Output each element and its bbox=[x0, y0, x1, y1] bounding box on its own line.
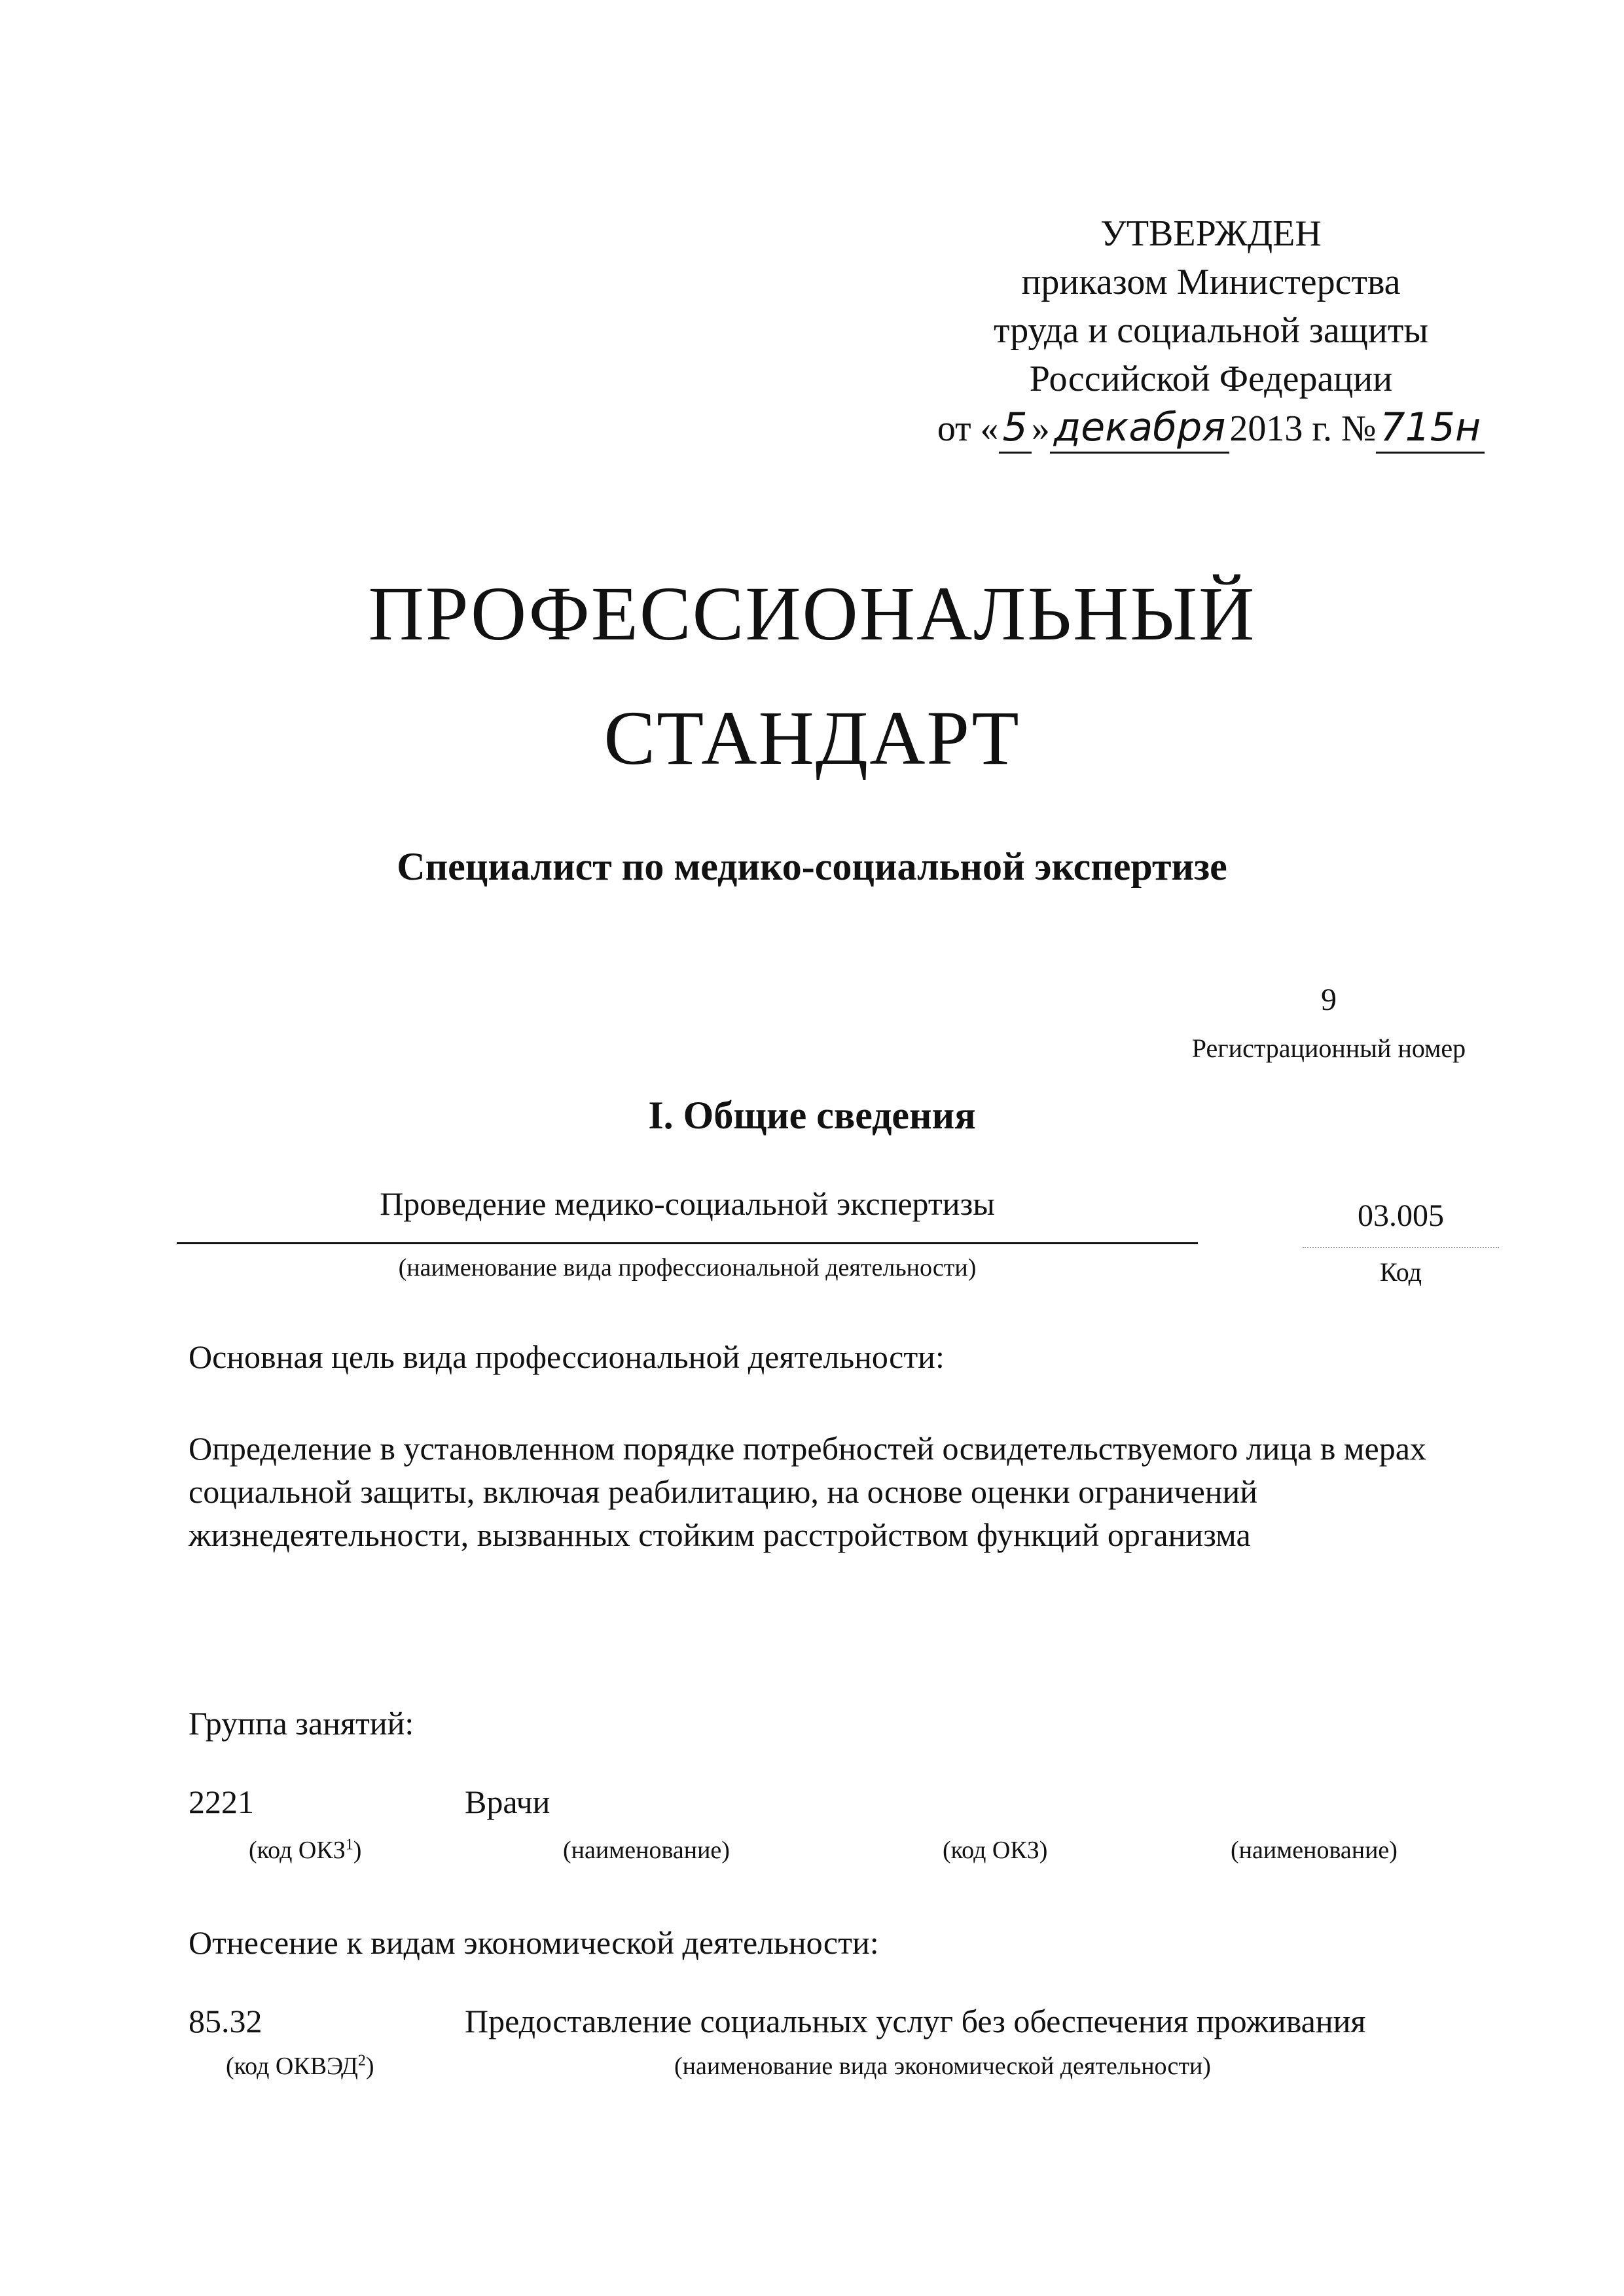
okved-name-caption: (наименование вида экономической деятельности) bbox=[674, 2053, 1211, 2080]
footnote-ref-1: 1 bbox=[345, 1836, 353, 1854]
registration-number: 9 bbox=[1321, 982, 1337, 1017]
approval-block bbox=[851, 209, 1571, 454]
okz-name: Врачи bbox=[465, 1784, 550, 1820]
okz-code-caption-2: (код ОКЗ) bbox=[943, 1837, 1048, 1864]
date-prefix: от « bbox=[937, 408, 999, 449]
okved-name: Предоставление социальных услуг без обеспечения проживания bbox=[465, 2003, 1366, 2039]
occupation-group-label: Группа занятий: bbox=[189, 1705, 414, 1742]
okved-code: 85.32 bbox=[189, 2003, 262, 2039]
activity-code-underline bbox=[1303, 1247, 1499, 1248]
handwritten-month: декабря bbox=[1050, 403, 1230, 454]
okved-code-caption-end: ) bbox=[365, 2053, 374, 2080]
purpose-label: Основная цель вида профессиональной деятельности: bbox=[189, 1338, 945, 1375]
approval-line-ministry: труда и социальной защиты bbox=[994, 310, 1428, 351]
activity-code-caption: Код bbox=[1380, 1257, 1422, 1287]
purpose-text: Определение в установленном порядке потребностей освидетельствуемого лица в мерах социальной защиты, включая реабилитацию, на основе оценки ограничений жизнедеятельности, вызванных стойким расстройством функций организма bbox=[189, 1430, 1426, 1553]
okz-name-caption-2: (наименование) bbox=[1231, 1837, 1398, 1864]
okz-name-caption: (наименование) bbox=[563, 1837, 730, 1864]
handwritten-day: 5 bbox=[999, 403, 1032, 454]
approval-date-line bbox=[851, 403, 1571, 454]
approval-line-federation: Российской Федерации bbox=[1029, 359, 1393, 399]
activity-underline bbox=[177, 1242, 1198, 1244]
date-mid: » bbox=[1031, 408, 1050, 449]
okz-code-caption bbox=[249, 1836, 361, 1865]
okved-code-caption-text: (код ОКВЭД bbox=[226, 2053, 358, 2080]
okz-code-caption-end: ) bbox=[353, 1837, 362, 1864]
activity-code: 03.005 bbox=[1358, 1198, 1444, 1233]
document-title-line2: СТАНДАРТ bbox=[604, 695, 1020, 781]
section-heading: I. Общие сведения bbox=[648, 1094, 976, 1137]
activity-caption: (наименование вида профессиональной деятельности) bbox=[398, 1254, 977, 1282]
approval-line-approved: УТВЕРЖДЕН bbox=[1100, 213, 1322, 254]
date-year: 2013 г. № bbox=[1229, 408, 1377, 449]
economic-activity-label: Отнесение к видам экономической деятельности: bbox=[189, 1924, 879, 1961]
okved-code-caption bbox=[226, 2052, 374, 2081]
okz-code-caption-text: (код ОКЗ bbox=[249, 1837, 346, 1864]
document-subtitle: Специалист по медико-социальной экспертизе bbox=[397, 845, 1227, 888]
footnote-ref-2: 2 bbox=[357, 2052, 366, 2070]
handwritten-order-number: 715н bbox=[1376, 403, 1485, 454]
registration-number-label: Регистрационный номер bbox=[1191, 1033, 1466, 1063]
document-title-line1: ПРОФЕССИОНАЛЬНЫЙ bbox=[368, 571, 1256, 656]
okz-code: 2221 bbox=[189, 1784, 254, 1820]
approval-line-order: приказом Министерства bbox=[1021, 262, 1401, 302]
activity-name: Проведение медико-социальной экспертизы bbox=[380, 1185, 995, 1222]
